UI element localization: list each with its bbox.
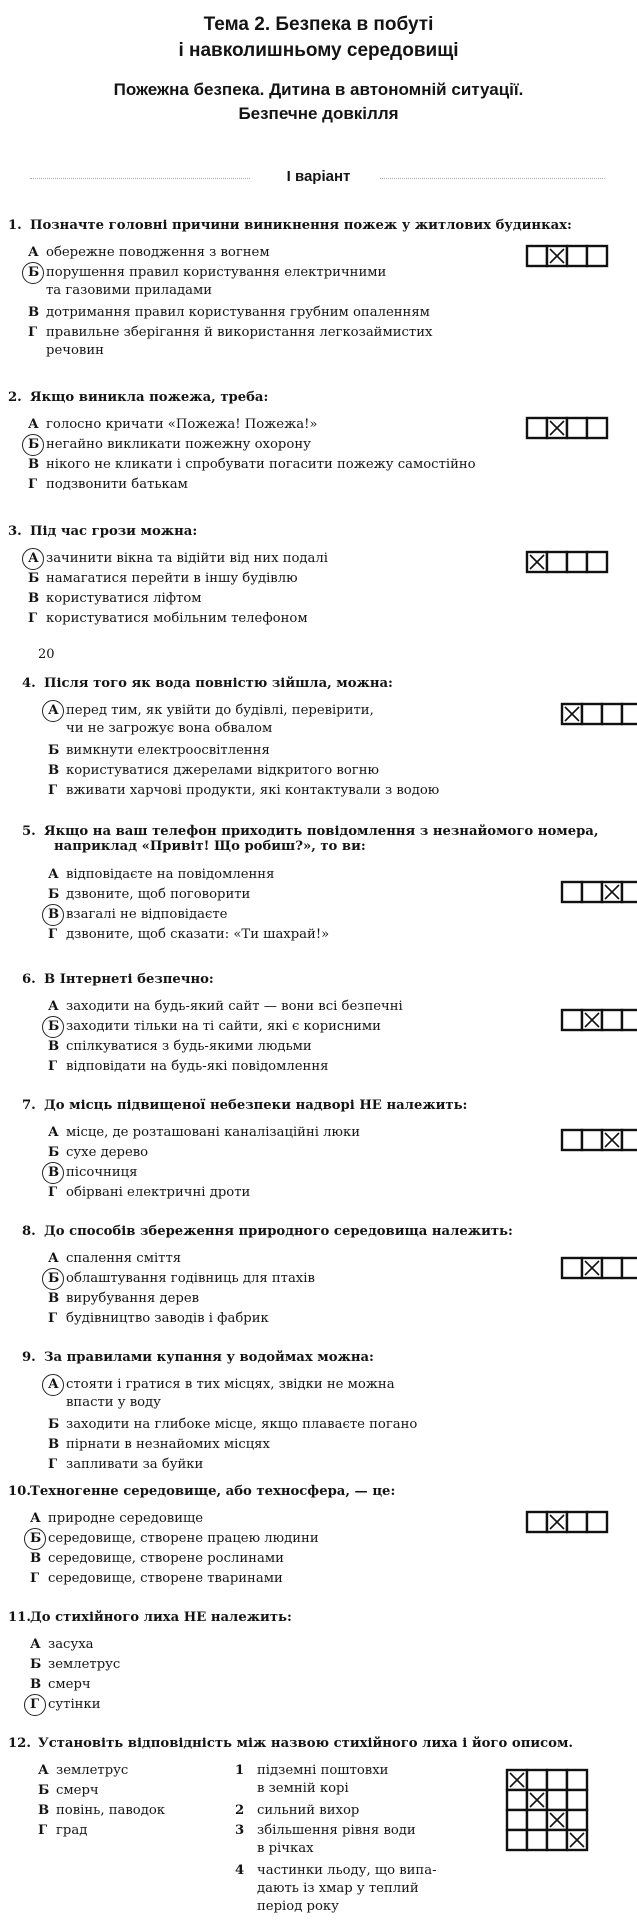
option-3-Г[interactable]: [28, 610, 308, 628]
option-letter: В: [28, 305, 40, 320]
answer-cell[interactable]: [567, 552, 587, 572]
option-text: перед тим, як увійти до будівлі, перевірити, чи не загрожує вона обвалом: [66, 703, 374, 736]
question-text: До стихійного лиха НЕ належить:: [30, 1610, 292, 1625]
option-7-А[interactable]: [48, 1124, 360, 1142]
option-letter: Б: [28, 436, 46, 454]
option-text: частинки льоду, що випа- дають із хмар у теплий період року: [257, 1863, 437, 1914]
option-letter: Б: [48, 743, 60, 758]
question-text: Після того як вода повністю зійшла, можна:: [44, 676, 393, 691]
answer-cell[interactable]: [582, 704, 602, 724]
option-text: природне середовище: [48, 1511, 204, 1526]
question-number: 8.: [22, 1224, 36, 1239]
option-text: взагалі не відповідаєте: [66, 907, 228, 922]
answer-circle-mark: [42, 700, 64, 722]
question-text: Техногенне середовище, або техносфера, — це:: [30, 1484, 396, 1499]
option-letter: А: [48, 867, 59, 882]
q12-left-Г: [38, 1822, 87, 1840]
option-text: відповідаєте на повідомлення: [66, 867, 275, 882]
option-letter: Г: [28, 325, 38, 340]
option-letter: А: [28, 245, 39, 260]
question-number: 10.: [8, 1484, 31, 1499]
option-text: спілкуватися з будь-якими людьми: [66, 1039, 312, 1054]
question-text: Якщо виникла пожежа, треба:: [30, 390, 269, 405]
question-3: [8, 524, 197, 539]
option-11-А[interactable]: [30, 1636, 94, 1654]
question-number: 12.: [8, 1736, 31, 1751]
question-6: [22, 972, 214, 987]
option-4-В[interactable]: [48, 762, 379, 780]
option-letter: Б: [30, 1657, 42, 1672]
answer-cell[interactable]: [587, 246, 607, 266]
q12-right-2: [235, 1802, 359, 1820]
answer-cell[interactable]: [547, 1830, 567, 1850]
option-letter: Г: [48, 1311, 58, 1326]
option-text: вимкнути електроосвітлення: [66, 743, 270, 758]
page-title-line2: і навколишньому середовищі: [178, 40, 459, 61]
answer-cell[interactable]: [507, 1790, 527, 1810]
option-letter: В: [30, 1551, 42, 1566]
option-text: обережне поводження з вогнем: [46, 245, 270, 260]
option-letter: Г: [48, 1185, 58, 1200]
option-letter: Г: [48, 1059, 58, 1074]
option-8-Г[interactable]: [48, 1310, 269, 1328]
page-subtitle-line2: Безпечне довкілля: [238, 104, 399, 123]
question-text: До способів збереження природного середовища належить:: [44, 1224, 513, 1239]
option-letter: Б: [28, 264, 46, 282]
option-text: сильний вихор: [257, 1803, 360, 1818]
option-letter: Г: [28, 611, 38, 626]
answer-circle-mark: [42, 1374, 64, 1396]
option-text: дзвоните, щоб сказати: «Ти шахрай!»: [66, 927, 330, 942]
option-letter: Б: [48, 1018, 66, 1036]
answer-cell[interactable]: [567, 1810, 587, 1830]
answer-circle-mark: [22, 548, 44, 570]
page-subtitle-line1: Пожежна безпека. Дитина в автономній ситуації.: [113, 80, 524, 99]
option-text: середовище, створене працею людини: [48, 1531, 319, 1546]
option-text: користуватися ліфтом: [46, 591, 202, 606]
option-text: смерч: [48, 1677, 91, 1692]
answer-grid-3[interactable]: [525, 550, 609, 574]
answer-cell[interactable]: [507, 1830, 527, 1850]
option-letter: Г: [30, 1696, 48, 1714]
option-text: підземні поштовхи в земній корі: [257, 1763, 389, 1796]
answer-cell[interactable]: [622, 1258, 637, 1278]
option-number: 4: [235, 1863, 245, 1878]
option-letter: Г: [48, 927, 58, 942]
answer-cell[interactable]: [527, 1512, 547, 1532]
option-2-В[interactable]: [28, 456, 476, 474]
option-number: 3: [235, 1823, 245, 1838]
option-text: дзвоните, щоб поговорити: [66, 887, 251, 902]
option-10-Б[interactable]: [30, 1530, 319, 1548]
question-5: [22, 824, 598, 854]
option-letter: А: [30, 1511, 41, 1526]
question-number: 6.: [22, 972, 36, 987]
option-letter: В: [28, 591, 40, 606]
option-text: подзвонити батькам: [46, 477, 188, 492]
option-text: спалення сміття: [66, 1251, 182, 1266]
question-number: 3.: [8, 524, 22, 539]
question-number: 2.: [8, 390, 22, 405]
option-text: будівництво заводів і фабрик: [66, 1311, 269, 1326]
option-10-А[interactable]: [30, 1510, 203, 1528]
option-letter: Б: [30, 1530, 48, 1548]
option-text: пірнати в незнайомих місцях: [66, 1437, 270, 1452]
option-text: стояти і гратися в тих місцях, звідки не можна впасти у воду: [66, 1377, 395, 1410]
question-7: [22, 1098, 467, 1113]
option-letter: А: [28, 417, 39, 432]
option-text: заходити на будь-який сайт — вони всі безпечні: [66, 999, 403, 1014]
answer-cell[interactable]: [547, 1770, 567, 1790]
option-text: порушення правил користування електричними та газовими приладами: [46, 265, 387, 298]
answer-cell[interactable]: [527, 418, 547, 438]
answer-cell[interactable]: [602, 704, 622, 724]
option-8-В[interactable]: [48, 1290, 199, 1308]
answer-circle-mark: [22, 262, 44, 284]
answer-grid-7[interactable]: [560, 1128, 637, 1152]
option-5-В[interactable]: [48, 906, 227, 924]
answer-circle-mark: [24, 1528, 46, 1550]
page-title-line1: Тема 2. Безпека в побуті: [203, 14, 434, 35]
option-text: правильне зберігання й використання легкозаймистих речовин: [46, 325, 433, 358]
option-8-А[interactable]: [48, 1250, 181, 1268]
option-letter: А: [28, 550, 46, 568]
option-letter: А: [48, 1376, 66, 1394]
option-letter: Г: [30, 1571, 40, 1586]
option-text: відповідати на будь-які повідомлення: [66, 1059, 329, 1074]
option-text: пісочниця: [66, 1165, 138, 1180]
option-letter: Б: [48, 1145, 60, 1160]
option-1-А[interactable]: [28, 244, 270, 262]
question-9: [22, 1350, 374, 1365]
option-8-Б[interactable]: [48, 1270, 315, 1288]
option-letter: Б: [48, 887, 60, 902]
question-number: 5.: [22, 824, 36, 839]
option-letter: В: [48, 1437, 60, 1452]
option-text: смерч: [56, 1783, 99, 1798]
option-number: 1: [235, 1763, 245, 1778]
answer-cell[interactable]: [527, 246, 547, 266]
q12-right-4: [235, 1862, 437, 1916]
option-9-Г[interactable]: [48, 1456, 203, 1474]
answer-grid-1[interactable]: [525, 244, 609, 268]
answer-grid-2[interactable]: [525, 416, 609, 440]
question-10: [8, 1484, 395, 1499]
option-text: вирубування дерев: [66, 1291, 200, 1306]
option-text: засуха: [48, 1637, 94, 1652]
answer-cell[interactable]: [507, 1810, 527, 1830]
question-text-continued: наприклад «Привіт! Що робиш?», то ви:: [54, 839, 366, 854]
option-2-А[interactable]: [28, 416, 317, 434]
option-letter: А: [30, 1637, 41, 1652]
answer-circle-mark: [42, 1268, 64, 1290]
option-1-В[interactable]: [28, 304, 430, 322]
option-letter: В: [28, 457, 40, 472]
option-4-Б[interactable]: [48, 742, 270, 760]
option-letter: В: [48, 1164, 66, 1182]
answer-grid-8[interactable]: [560, 1256, 637, 1280]
answer-cell[interactable]: [582, 882, 602, 902]
option-text: збільшення рівня води в річках: [257, 1823, 416, 1856]
q12-right-3: [235, 1822, 416, 1858]
option-text: зачинити вікна та відійти від них подалі: [46, 551, 329, 566]
option-6-Г[interactable]: [48, 1058, 328, 1076]
option-letter: Б: [38, 1783, 50, 1798]
divider-right: [380, 178, 605, 179]
option-letter: А: [38, 1763, 49, 1778]
question-number: 9.: [22, 1350, 36, 1365]
option-text: обірвані електричні дроти: [66, 1185, 251, 1200]
question-text: За правилами купання у водоймах можна:: [44, 1350, 374, 1365]
answer-cell[interactable]: [587, 418, 607, 438]
option-7-Г[interactable]: [48, 1184, 250, 1202]
option-text: заходити на глибоке місце, якщо плаваєте погано: [66, 1417, 418, 1432]
question-text: Позначте головні причини виникнення пожеж у житлових будинках:: [30, 218, 572, 233]
option-3-Б[interactable]: [28, 570, 298, 588]
answer-cell[interactable]: [562, 1130, 582, 1150]
q12-left-А: [38, 1762, 128, 1780]
option-11-Г[interactable]: [30, 1696, 100, 1714]
option-9-В[interactable]: [48, 1436, 270, 1454]
option-text: сутінки: [48, 1697, 101, 1712]
question-number: 1.: [8, 218, 22, 233]
question-text: До місць підвищеної небезпеки надворі НЕ належить:: [44, 1098, 468, 1113]
question-1: [8, 218, 572, 233]
page-number: 20: [38, 647, 55, 662]
option-7-Б[interactable]: [48, 1144, 148, 1162]
option-letter: В: [48, 763, 60, 778]
answer-cell[interactable]: [547, 552, 567, 572]
question-2: [8, 390, 268, 405]
option-text: повінь, паводок: [56, 1803, 166, 1818]
question-4: [22, 676, 393, 691]
option-text: землетрус: [48, 1657, 121, 1672]
answer-cell[interactable]: [602, 1258, 622, 1278]
option-text: негайно викликати пожежну охорону: [46, 437, 311, 452]
option-text: землетрус: [56, 1763, 129, 1778]
option-3-А[interactable]: [28, 550, 328, 568]
option-text: вживати харчові продукти, які контактували з водою: [66, 783, 440, 798]
answer-circle-mark: [42, 1162, 64, 1184]
option-letter: Г: [38, 1823, 48, 1838]
option-text: намагатися перейти в іншу будівлю: [46, 571, 298, 586]
answer-cell[interactable]: [562, 1010, 582, 1030]
option-letter: А: [48, 1125, 59, 1140]
question-text: В Інтернеті безпечно:: [44, 972, 214, 987]
option-text: облаштування годівниць для птахів: [66, 1271, 315, 1286]
answer-cell[interactable]: [527, 1830, 547, 1850]
question-8: [22, 1224, 513, 1239]
answer-cell[interactable]: [567, 1790, 587, 1810]
option-6-Б[interactable]: [48, 1018, 381, 1036]
answer-cell[interactable]: [622, 882, 637, 902]
option-9-А[interactable]: [48, 1376, 395, 1412]
option-text: запливати за буйки: [66, 1457, 204, 1472]
option-2-Г[interactable]: [28, 476, 188, 494]
answer-circle-mark: [42, 904, 64, 926]
option-4-Г[interactable]: [48, 782, 439, 800]
answer-cell[interactable]: [602, 1010, 622, 1030]
option-text: користуватися джерелами відкритого вогню: [66, 763, 379, 778]
option-6-В[interactable]: [48, 1038, 312, 1056]
option-11-Б[interactable]: [30, 1656, 120, 1674]
answer-circle-mark: [42, 1016, 64, 1038]
option-letter: В: [38, 1803, 50, 1818]
option-letter: Б: [48, 1270, 66, 1288]
question-number: 4.: [22, 676, 36, 691]
answer-circle-mark: [22, 434, 44, 456]
option-letter: Г: [28, 477, 38, 492]
question-number: 11.: [8, 1610, 31, 1625]
q12-left-Б: [38, 1782, 99, 1800]
answer-cell[interactable]: [567, 1512, 587, 1532]
option-1-Г[interactable]: [28, 324, 432, 360]
option-text: голосно кричати «Пожежа! Пожежа!»: [46, 417, 318, 432]
option-letter: Г: [48, 1457, 58, 1472]
option-text: заходити тільки на ті сайти, які є корисними: [66, 1019, 381, 1034]
option-5-Б[interactable]: [48, 886, 250, 904]
answer-cell[interactable]: [587, 552, 607, 572]
option-letter: А: [48, 702, 66, 720]
option-letter: А: [48, 1251, 59, 1266]
option-text: дотримання правил користування грубним опаленням: [46, 305, 430, 320]
option-text: користуватися мобільним телефоном: [46, 611, 308, 626]
answer-cell[interactable]: [587, 1512, 607, 1532]
answer-grid-10[interactable]: [525, 1510, 609, 1534]
answer-cell[interactable]: [622, 704, 637, 724]
option-letter: В: [48, 1039, 60, 1054]
question-text: Установіть відповідність між назвою стихійного лиха і його описом.: [38, 1736, 573, 1751]
option-text: середовище, створене тваринами: [48, 1571, 283, 1586]
answer-cell[interactable]: [527, 1770, 547, 1790]
variant-heading: І варіант: [286, 168, 351, 185]
option-number: 2: [235, 1803, 245, 1818]
answer-cell[interactable]: [622, 1010, 637, 1030]
option-letter: Б: [28, 571, 40, 586]
question-12: [8, 1736, 573, 1751]
option-text: нікого не кликати і спробувати погасити пожежу самостійно: [46, 457, 476, 472]
option-letter: А: [48, 999, 59, 1014]
option-letter: Б: [48, 1417, 60, 1432]
option-letter: В: [48, 1291, 60, 1306]
option-4-А[interactable]: [48, 702, 374, 738]
option-5-А[interactable]: [48, 866, 274, 884]
answer-cell[interactable]: [562, 882, 582, 902]
option-text: місце, де розташовані каналізаційні люки: [66, 1125, 361, 1140]
q12-right-1: [235, 1762, 388, 1798]
answer-cell[interactable]: [567, 1770, 587, 1790]
answer-cell[interactable]: [547, 1790, 567, 1810]
answer-cell[interactable]: [527, 1810, 547, 1830]
question-text: Під час грози можна:: [30, 524, 198, 539]
option-letter: В: [30, 1677, 42, 1692]
answer-cell[interactable]: [567, 418, 587, 438]
answer-grid-4[interactable]: [560, 702, 637, 726]
q12-left-В: [38, 1802, 165, 1820]
answer-cell[interactable]: [622, 1130, 637, 1150]
option-6-А[interactable]: [48, 998, 403, 1016]
option-10-В[interactable]: [30, 1550, 284, 1568]
answer-grid-12[interactable]: [505, 1768, 589, 1852]
option-letter: Г: [48, 783, 58, 798]
option-9-Б[interactable]: [48, 1416, 417, 1434]
question-text: Якщо на ваш телефон приходить повідомлення з незнайомого номера,: [44, 824, 599, 839]
question-number: 7.: [22, 1098, 36, 1113]
option-11-В[interactable]: [30, 1676, 91, 1694]
answer-grid-6[interactable]: [560, 1008, 637, 1032]
option-letter: В: [48, 906, 66, 924]
option-10-Г[interactable]: [30, 1570, 283, 1588]
option-text: град: [56, 1823, 88, 1838]
answer-circle-mark: [24, 1694, 46, 1716]
option-text: середовище, створене рослинами: [48, 1551, 284, 1566]
answer-cell[interactable]: [567, 246, 587, 266]
option-2-Б[interactable]: [28, 436, 311, 454]
question-11: [8, 1610, 292, 1625]
answer-grid-5[interactable]: [560, 880, 637, 904]
option-5-Г[interactable]: [48, 926, 329, 944]
option-3-В[interactable]: [28, 590, 202, 608]
answer-cell[interactable]: [582, 1130, 602, 1150]
option-1-Б[interactable]: [28, 264, 386, 300]
answer-cell[interactable]: [562, 1258, 582, 1278]
option-7-В[interactable]: [48, 1164, 137, 1182]
option-text: сухе дерево: [66, 1145, 149, 1160]
